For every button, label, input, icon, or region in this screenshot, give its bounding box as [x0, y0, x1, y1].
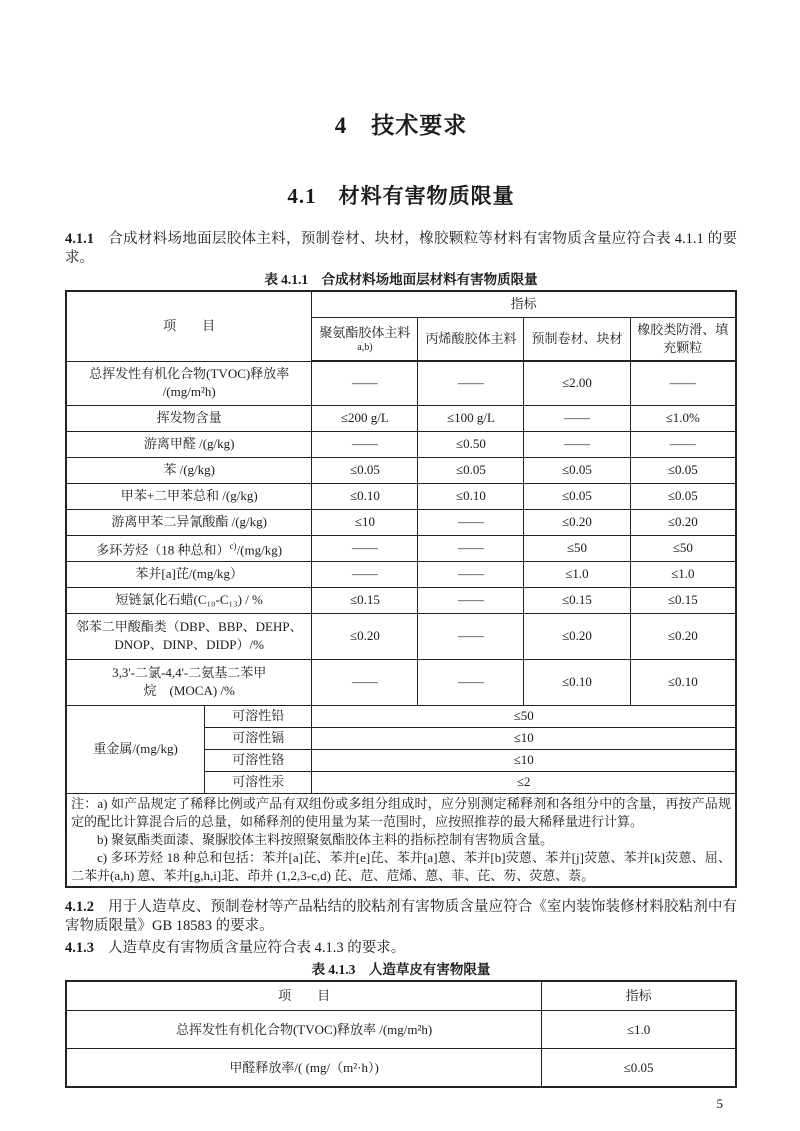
value-cell: ≤50 [524, 535, 630, 561]
value-cell: ≤0.05 [524, 457, 630, 483]
value-cell: —— [418, 659, 524, 705]
value-cell: ≤0.10 [630, 659, 736, 705]
row-label: 挥发物含量 [66, 405, 312, 431]
value-cell: —— [524, 431, 630, 457]
table-row [66, 1049, 736, 1087]
value-cell: ≤0.05 [418, 457, 524, 483]
value-cell: ≤1.0% [630, 405, 736, 431]
clause-number: 4.1.2 [65, 898, 94, 915]
row-label-text: 多环芳烃（18 种总和） [96, 542, 230, 558]
t1-header-col-pu-label: 聚氨酯胶体主料 [319, 325, 411, 341]
value-cell: —— [418, 561, 524, 587]
value-cell: —— [312, 535, 418, 561]
row-label-line1: 总挥发性有机化合物(TVOC)释放率 [89, 366, 290, 381]
t1-header-col-prefab: 预制卷材、块材 [524, 317, 630, 361]
row-label: 苯并[a]芘/(mg/kg） [66, 561, 312, 587]
clause-4-1-1 [65, 230, 737, 268]
note-c: c) 多环芳烃 18 种总和包括：苯并[a]芘、苯并[e]芘、苯并[a]蒽、苯并[b]荧蒽、苯并[j]荧蒽、苯并[k]荧蒽、屈、二苯并(a,h) 蒽、苯并[g,h,i]苝、茚并 (1,2,3-c,d) 芘、苊、苊烯、蒽、菲、芘、芴、荧蒽、萘。 [71, 849, 731, 883]
chapter-title: 4 技术要求 [334, 113, 468, 138]
row-label-unit: /(mg/kg) [236, 542, 283, 558]
table-4-1-1-caption: 表 4.1.1 合成材料场地面层材料有害物质限量 [264, 272, 538, 287]
value-cell: ≤0.15 [630, 587, 736, 613]
t1-header-col-acrylic: 丙烯酸胶体主料 [418, 317, 524, 361]
row-label: 游离甲苯二异氰酸酯 /(g/kg) [66, 509, 312, 535]
clause-number: 4.1.1 [65, 231, 94, 247]
value-cell: —— [418, 613, 524, 659]
row-label: 总挥发性有机化合物(TVOC)释放率 /(mg/m²h) [66, 1011, 542, 1049]
heavy-metal-item: 可溶性汞 [205, 771, 312, 793]
value-cell: ≤0.20 [630, 613, 736, 659]
value-cell: ≤50 [312, 705, 736, 727]
value-cell: ≤0.20 [524, 613, 630, 659]
value-cell: —— [312, 431, 418, 457]
value-cell: —— [524, 405, 630, 431]
value-cell: ≤200 g/L [312, 405, 418, 431]
table-row [66, 483, 736, 509]
t1-header-col-rubber: 橡胶类防滑、填充颗粒 [630, 317, 736, 361]
table-row [66, 509, 736, 535]
value-cell: —— [418, 361, 524, 405]
value-cell: —— [418, 509, 524, 535]
row-label: 短链氯化石蜡(C₁₀-C₁₃) / % [66, 587, 312, 613]
heavy-metal-item: 可溶性铬 [205, 749, 312, 771]
row-label: 苯 /(g/kg) [66, 457, 312, 483]
row-label [66, 535, 312, 561]
row-label: 游离甲醛 /(g/kg) [66, 431, 312, 457]
value-cell: ≤1.0 [524, 561, 630, 587]
row-label: 甲醛释放率/( (mg/（m²·h）) [66, 1049, 542, 1087]
value-cell: ≤50 [630, 535, 736, 561]
row-label: 甲苯+二甲苯总和 /(g/kg) [66, 483, 312, 509]
value-cell: ≤1.0 [542, 1011, 736, 1049]
table-row [66, 613, 736, 659]
value-cell: ≤0.50 [418, 431, 524, 457]
section-title: 4.1 材料有害物质限量 [287, 184, 515, 208]
clause-text: 用于人造草皮、预制卷材等产品粘结的胶粘剂有害物质含量应符合《室内装饰装修材料胶粘剂中有害物质限量》GB 18583 的要求。 [65, 898, 737, 934]
table-row [66, 561, 736, 587]
table-4-1-3-caption: 表 4.1.3 人造草皮有害物限量 [311, 961, 491, 977]
value-cell: ≤0.15 [524, 587, 630, 613]
value-cell: ≤0.20 [524, 509, 630, 535]
value-cell: ≤0.05 [542, 1049, 736, 1087]
row-label [66, 613, 312, 659]
value-cell: ≤0.15 [312, 587, 418, 613]
page-number: 5 [716, 1095, 723, 1111]
clause-4-1-2 [65, 898, 737, 936]
value-cell: ≤0.10 [524, 659, 630, 705]
value-cell: ≤1.0 [630, 561, 736, 587]
value-cell: —— [630, 431, 736, 457]
value-cell: ≤0.05 [312, 457, 418, 483]
value-cell: —— [630, 361, 736, 405]
clause-4-1-3 [65, 939, 737, 958]
value-cell: ≤10 [312, 727, 736, 749]
value-cell: —— [312, 361, 418, 405]
table-row [66, 535, 736, 561]
table-row [66, 1011, 736, 1049]
t1-header-indicator: 指标 [312, 291, 736, 317]
table-notes [66, 793, 736, 887]
value-cell: ≤2 [312, 771, 736, 793]
clause-text: 合成材料场地面层胶体主料，预制卷材、块材，橡胶颗粒等材料有害物质含量应符合表 4.1.1 的要求。 [65, 231, 737, 266]
table-row [66, 587, 736, 613]
footnote-ref: c) [229, 540, 237, 551]
value-cell: ≤10 [312, 749, 736, 771]
row-label [66, 659, 312, 705]
value-cell: ≤0.05 [524, 483, 630, 509]
value-cell: ≤0.05 [630, 457, 736, 483]
row-label [66, 361, 312, 405]
value-cell: ≤2.00 [524, 361, 630, 405]
heavy-metal-item: 可溶性铅 [205, 705, 312, 727]
row-label-line2: /(mg/m²h) [162, 384, 216, 399]
table-row [66, 405, 736, 431]
value-cell: ≤0.05 [630, 483, 736, 509]
row-label-line1: 3,3'-二氯-4,4'-二氨基二苯甲 [112, 665, 267, 680]
value-cell: ≤100 g/L [418, 405, 524, 431]
row-label-line2: DNOP、DINP、DIDP）/% [114, 637, 264, 652]
value-cell: —— [418, 587, 524, 613]
t2-header-item: 项 目 [66, 981, 542, 1011]
table-row [66, 431, 736, 457]
row-label-line1: 邻苯二甲酸酯类（DBP、BBP、DEHP、 [75, 619, 303, 634]
value-cell: ≤0.20 [312, 613, 418, 659]
heavy-metal-label: 重金属/(mg/kg) [66, 705, 205, 793]
table-row [66, 659, 736, 705]
t1-header-col-pu-note: a,b) [357, 342, 373, 354]
clause-text: 人造草皮有害物质含量应符合表 4.1.3 的要求。 [108, 939, 406, 956]
table-notes-row [66, 793, 736, 887]
row-label-line2: 烷 (MOCA) /% [143, 683, 235, 698]
table-row [66, 457, 736, 483]
value-cell: —— [418, 535, 524, 561]
note-b: b) 聚氨酯类面漆、聚脲胶体主料按照聚氨酯胶体主料的指标控制有害物质含量。 [97, 831, 554, 847]
value-cell: ≤0.10 [312, 483, 418, 509]
value-cell: ≤10 [312, 509, 418, 535]
note-a: 注：a) 如产品规定了稀释比例或产品有双组份或多组分组成时，应分别测定稀释剂和各组分中的含量，再按产品规定的配比计算混合后的总量，如稀释剂的使用量为某一范围时，应按照推荐的最大稀释量进行计算。 [71, 795, 731, 829]
table-4-1-3 [65, 980, 737, 1088]
table-4-1-1 [65, 290, 737, 888]
heavy-metal-item: 可溶性镉 [205, 727, 312, 749]
t1-header-col-pu [312, 317, 418, 361]
t1-header-item: 项 目 [66, 291, 312, 361]
t2-header-indicator: 指标 [542, 981, 736, 1011]
value-cell: —— [312, 659, 418, 705]
clause-number: 4.1.3 [65, 939, 94, 956]
table-row [66, 361, 736, 405]
value-cell: ≤0.10 [418, 483, 524, 509]
table-row [66, 705, 736, 727]
value-cell: —— [312, 561, 418, 587]
value-cell: ≤0.20 [630, 509, 736, 535]
